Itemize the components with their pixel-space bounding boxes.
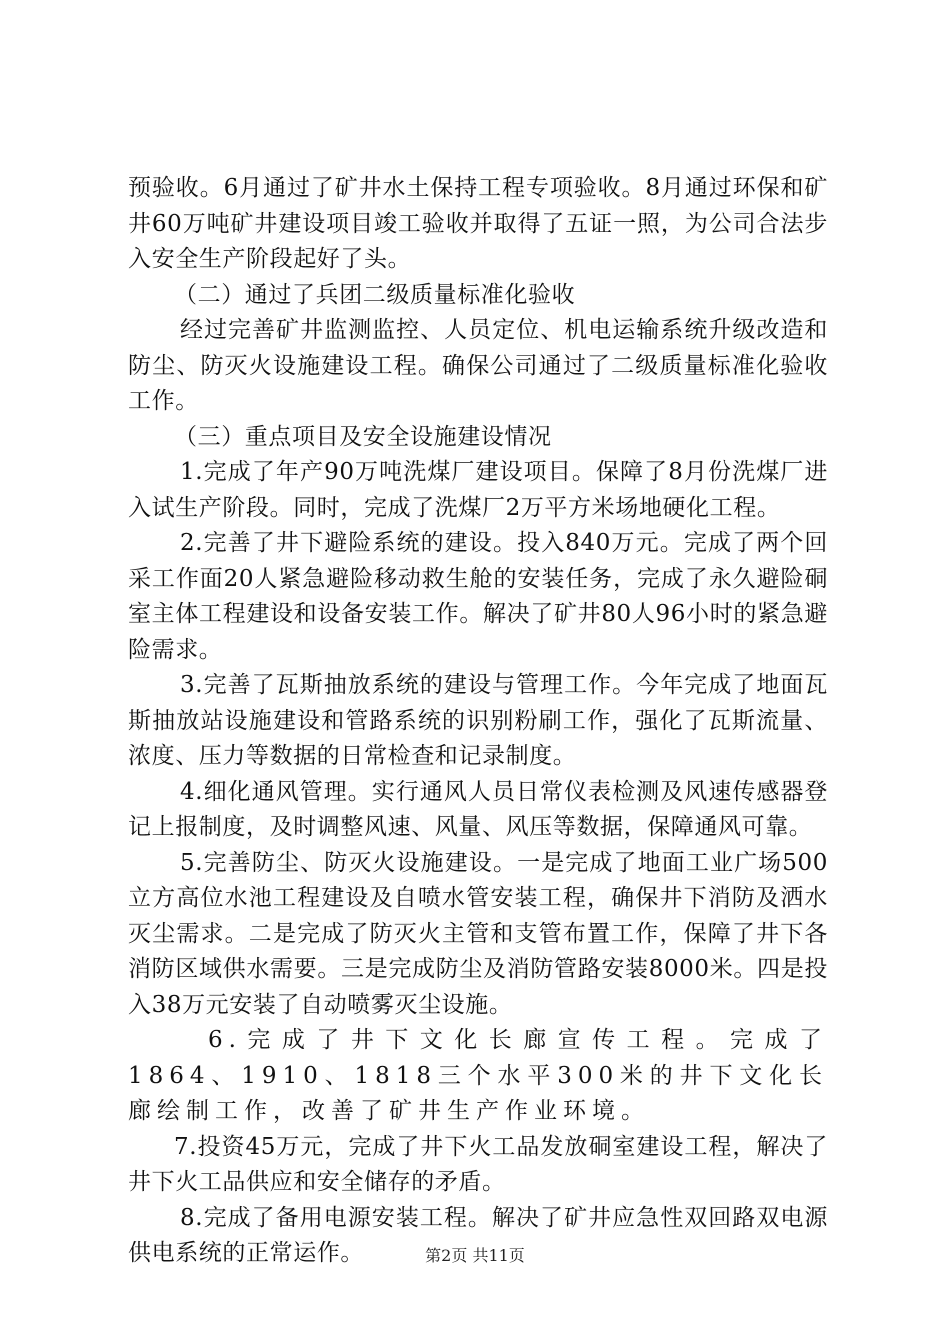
paragraph-section-2: 经过完善矿井监测监控、人员定位、机电运输系统升级改造和防尘、防灭火设施建设工程。确保公司通过了二级质量标准化验收工作。	[128, 317, 828, 414]
list-item-3: 3.完善了瓦斯抽放系统的建设与管理工作。今年完成了地面瓦斯抽放站设施建设和管路系统的识别粉刷工作，强化了瓦斯流量、浓度、压力等数据的日常检查和记录制度。	[128, 672, 828, 769]
document-body	[128, 171, 828, 1272]
list-item-1: 1.完成了年产90万吨洗煤厂建设项目。保障了8月份洗煤厂进入试生产阶段。同时，完成了洗煤厂2万平方米场地硬化工程。	[128, 459, 828, 521]
list-item-8: 8.完成了备用电源安装工程。解决了矿井应急性双回路双电源供电系统的正常运作。	[128, 1204, 828, 1266]
list-item-7: 7.投资45万元，完成了井下火工品发放硐室建设工程，解决了井下火工品供应和安全储存的矛盾。	[128, 1133, 828, 1195]
section-heading-2: （二）通过了兵团二级质量标准化验收	[174, 281, 576, 308]
list-item-2: 2.完善了井下避险系统的建设。投入840万元。完成了两个回采工作面20人紧急避险移动救生舱的安装任务，完成了永久避险硐室主体工程建设和设备安装工作。解决了矿井80人96小时的紧急避险需求。	[128, 530, 828, 663]
paragraph-intro-continuation: 预验收。6月通过了矿井水土保持工程专项验收。8月通过环保和矿井60万吨矿井建设项目竣工验收并取得了五证一照，为公司合法步入安全生产阶段起好了头。	[128, 175, 828, 272]
page-number-footer: 第2页 共11页	[425, 1246, 525, 1265]
list-item-4: 4.细化通风管理。实行通风人员日常仪表检测及风速传感器登记上报制度，及时调整风速、风量、风压等数据，保障通风可靠。	[128, 778, 828, 840]
list-item-6: 6.完成了井下文化长廊宣传工程。完成了1864、1910、1818三个水平300米的井下文化长廊绘制工作，改善了矿井生产作业环境。	[128, 1027, 828, 1124]
list-item-5: 5.完善防尘、防灭火设施建设。一是完成了地面工业广场500立方高位水池工程建设及自喷水管安装工程，确保井下消防及洒水灭尘需求。二是完成了防灭火主管和支管布置工作，保障了井下各消防区域供水需要。三是完成防尘及消防管路安装8000米。四是投入38万元安装了自动喷雾灭尘设施。	[128, 849, 828, 1018]
section-heading-3: （三）重点项目及安全设施建设情况	[174, 423, 552, 450]
